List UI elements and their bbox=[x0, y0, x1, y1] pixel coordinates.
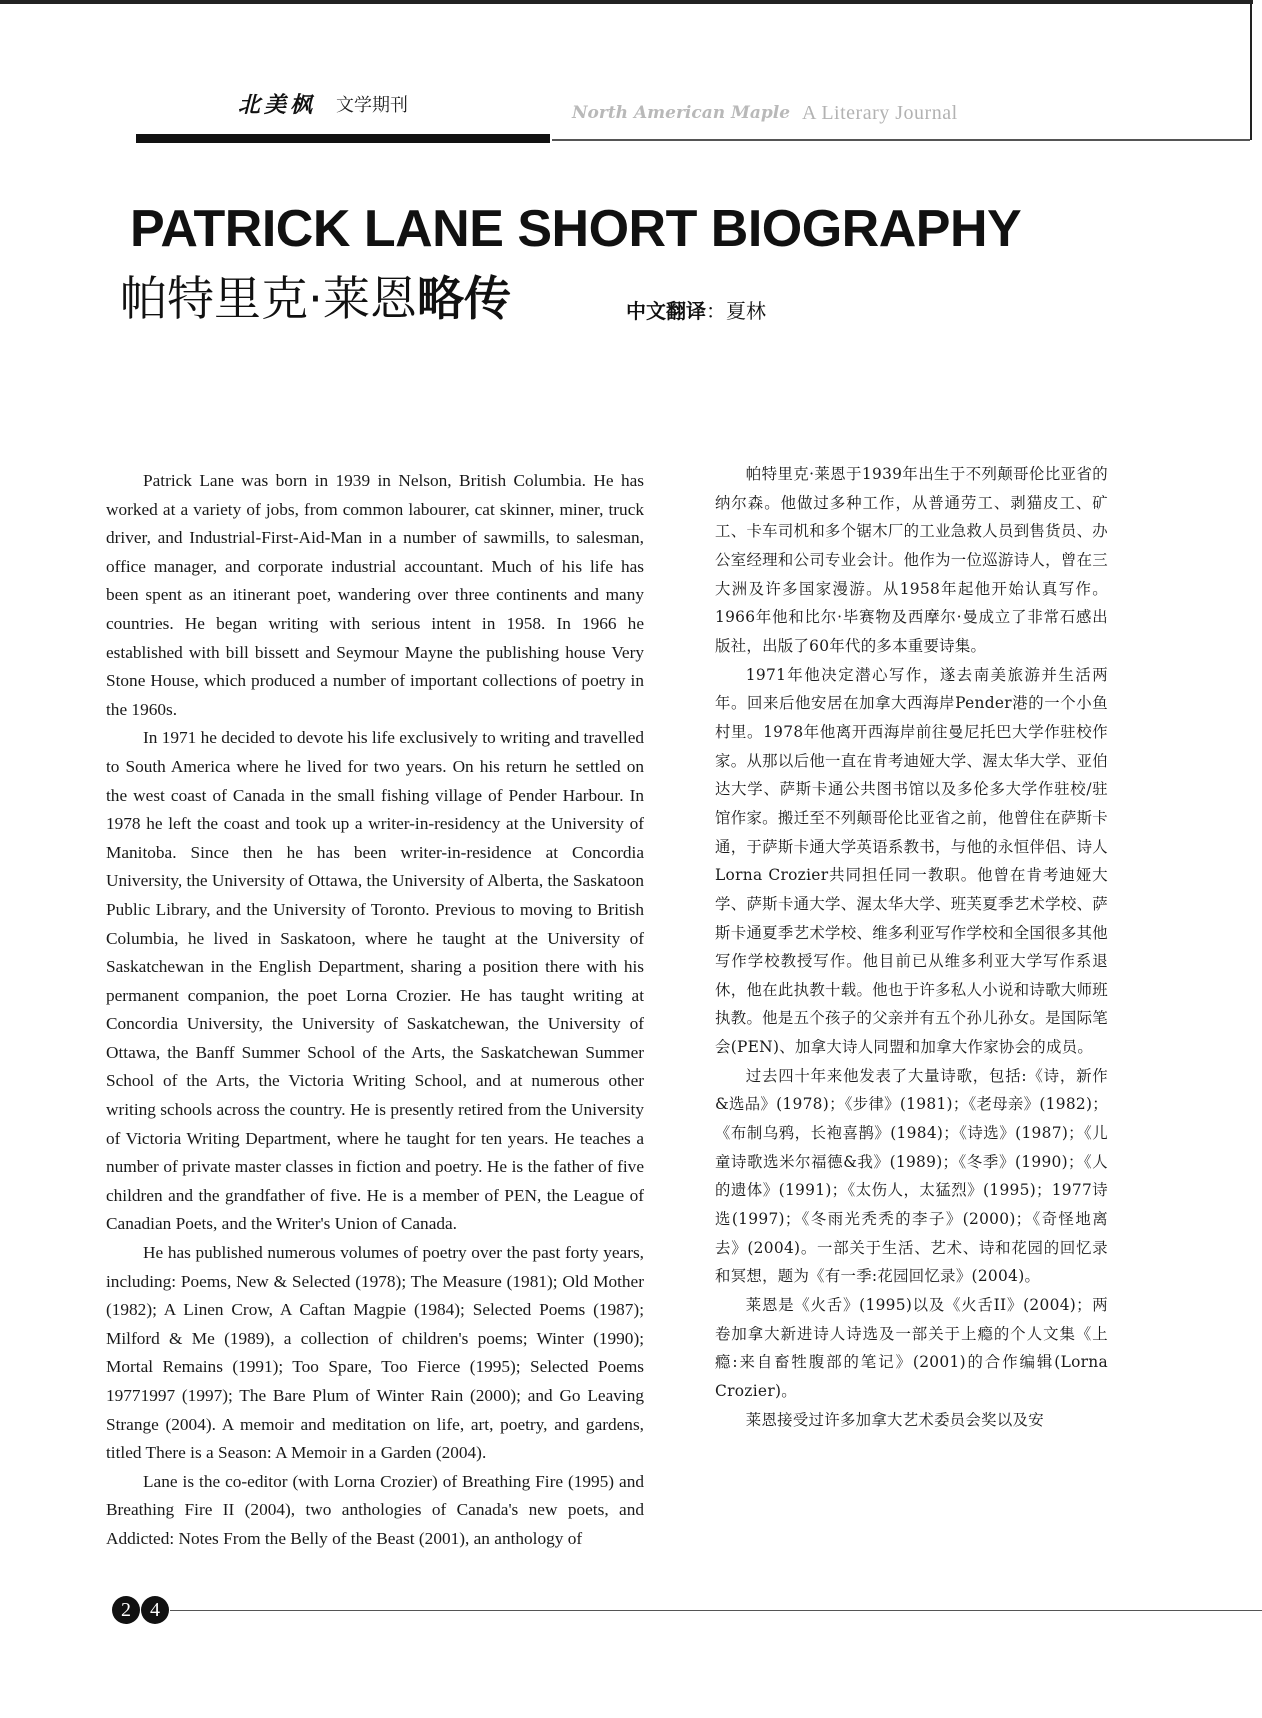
chinese-paragraph: 过去四十年来他发表了大量诗歌，包括:《诗，新作&选品》(1978)；《步律》(1981)；《老母亲》(1982)；《布制乌鸦，长袍喜鹊》(1984)；《诗选》(1987)；《儿童诗歌选米尔福德&我》(1989)；《冬季》(1990)；《人的遗体》(1991)；《太伤人，太猛烈》(1995)；1977诗选(1997)；《冬雨光秃秃的李子》(2000)；《奇怪地离去》(2004)。一部关于生活、艺术、诗和花园的回忆录和冥想，题为《有一季:花园回忆录》(2004)。 bbox=[715, 1066, 1108, 1286]
english-paragraph: He has published numerous volumes of poetry over the past forty years, including: Poems, New & Selected (1978); The Measure (1981); Old Mother (1982); A Linen Crow, A Caftan Magpie (1984); Selected Poems (1987); Milford & Me (1989), a collection of children's poems; Winter (1990); Mortal Remains (1991); Too Spare, Too Fierce (1995); Selected Poems 19771997 (1997); The Bare Plum of Winter Rain (2000); and Go Leaving Strange (2004). A memoir and meditation on life, art, poetry, and gardens, titled There is a Season: A Memoir in a Garden (2004). bbox=[106, 1243, 644, 1463]
chinese-paragraph: 莱恩是《火舌》(1995)以及《火舌II》(2004)；两卷加拿大新进诗人诗选及一部关于上瘾的个人文集《上瘾:来自畜牲腹部的笔记》(2001)的合作编辑(Lorna Crozier)。 bbox=[715, 1296, 1108, 1400]
translator-separator: ： bbox=[706, 299, 726, 323]
chinese-column bbox=[715, 460, 1108, 1434]
translator-label: 中文翻译 bbox=[626, 299, 706, 323]
english-column bbox=[106, 467, 644, 1554]
journal-name-cn: 北美枫 bbox=[238, 92, 317, 118]
english-paragraph: Patrick Lane was born in 1939 in Nelson, British Columbia. He has worked at a variety of jobs, from common labourer, cat skinner, miner, truck driver, and Industrial-First-Aid-Man in a number of sawmills, to salesman, office manager, and corporate industrial accountant. Much of his life has been spent as an itinerant poet, wandering over three continents and many countries. He began writing with serious intent in 1958. In 1966 he established with bill bissett and Seymour Mayne the publishing house Very Stone House, which produced a number of important collections of poetry in the 1960s. bbox=[106, 471, 644, 719]
chinese-paragraph: 1971年他决定潜心写作，遂去南美旅游并生活两年。回来后他安居在加拿大西海岸Pender港的一个小鱼村里。1978年他离开西海岸前往曼尼托巴大学作驻校作家。从那以后他一直在肯考迪娅大学、渥太华大学、亚伯达大学、萨斯卡通公共图书馆以及多伦多大学作驻校/驻馆作家。搬迁至不列颠哥伦比亚省之前，他曾住在萨斯卡通，于萨斯卡通大学英语系教书，与他的永恒伴侣、诗人Lorna Crozier共同担任同一教职。他曾在肯考迪娅大学、萨斯卡通大学、渥太华大学、班芙夏季艺术学校、萨斯卡通夏季艺术学校、维多利亚写作学校和全国很多其他写作学校教授写作。他目前已从维多利亚大学写作系退休，他在此执教十载。他也于许多私人小说和诗歌大师班执教。他是五个孩子的父亲并有五个孙儿孙女。是国际笔会(PEN)、加拿大诗人同盟和加拿大作家协会的成员。 bbox=[715, 665, 1108, 1057]
page-frame-top bbox=[0, 0, 1253, 4]
footer-rule bbox=[170, 1610, 1262, 1611]
header-rule-bold bbox=[136, 134, 550, 143]
translator-name: 夏林 bbox=[726, 299, 766, 323]
translator-credit bbox=[626, 295, 766, 324]
article-title-cn bbox=[120, 262, 511, 329]
english-paragraph: Lane is the co-editor (with Lorna Crozier) of Breathing Fire (1995) and Breathing Fire II (2004), two anthologies of Canada's new poets, and Addicted: Notes From the Belly of the Beast (2001), an anthology of bbox=[106, 1471, 644, 1548]
page-number-digit: 4 bbox=[141, 1596, 169, 1624]
chinese-paragraph: 莱恩接受过许多加拿大艺术委员会奖以及安 bbox=[745, 1410, 1044, 1429]
header-rule bbox=[552, 139, 1250, 141]
chinese-paragraph: 帕特里克·莱恩于1939年出生于不列颠哥伦比亚省的纳尔森。他做过多种工作，从普通劳工、剥猫皮工、矿工、卡车司机和多个锯木厂的工业急救人员到售货员、办公室经理和公司专业会计。他作为一位巡游诗人，曾在三大洲及许多国家漫游。从1958年起他开始认真写作。1966年他和比尔·毕赛物及西摩尔·曼成立了非常石感出版社，出版了60年代的多本重要诗集。 bbox=[715, 465, 1108, 655]
page-frame-right bbox=[1250, 0, 1252, 140]
english-paragraph: In 1971 he decided to devote his life exclusively to writing and travelled to South America where he lived for two years. On his return he settled on the west coast of Canada in the small fishing village of Pender Harbour. In 1978 he left the coast and took up a writer-in-residency at the University of Manitoba. Since then he has been writer-in-residence at Concordia University, the University of Ottawa, the University of Alberta, the Saskatoon Public Library, and the University of Toronto. Previous to moving to British Columbia, he lived in Saskatoon, where he taught at the University of Saskatchewan in the English Department, sharing a position there with his permanent companion, the poet Lorna Crozier. He has taught writing at Concordia University, the University of Saskatchewan, the University of Ottawa, the Banff Summer School of the Arts, the Saskatchewan Summer School of the Arts, the Victoria Writing School, and at numerous other writing schools across the country. He is presently retired from the University of Victoria Writing Department, where he taught for ten years. He teaches a number of private master classes in fiction and poetry. He is the father of five children and the grandfather of five. He is a member of PEN, the League of Canadian Poets, and the Writer's Union of Canada. bbox=[106, 728, 645, 1234]
journal-subtitle-cn: 文学期刊 bbox=[336, 95, 408, 116]
page-number-digit: 2 bbox=[112, 1596, 140, 1624]
article-title-en: PATRICK LANE SHORT BIOGRAPHY bbox=[130, 200, 1022, 258]
journal-name-en: North American Maple bbox=[572, 103, 791, 123]
journal-subtitle-en: A Literary Journal bbox=[802, 102, 958, 124]
article-title-cn-name: 帕特里克·莱恩 bbox=[120, 272, 417, 327]
article-title-cn-suffix: 略传 bbox=[416, 272, 511, 327]
